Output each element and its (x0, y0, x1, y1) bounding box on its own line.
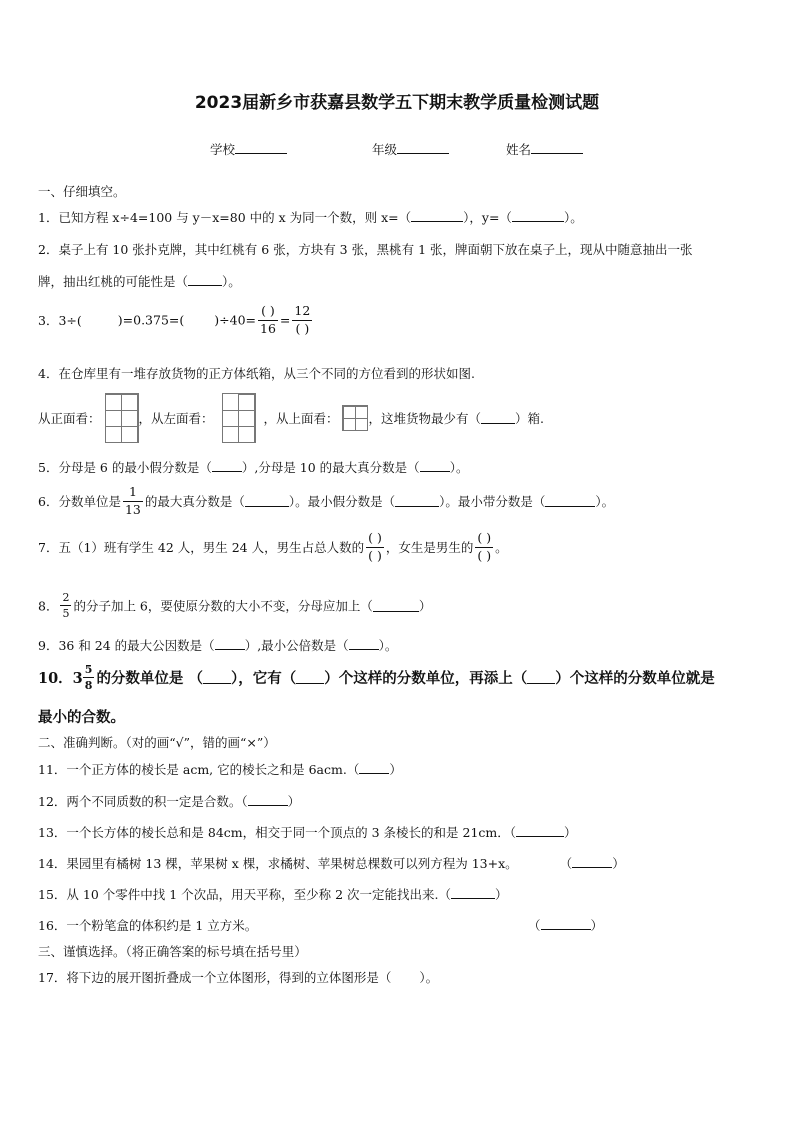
question-14: 14．果园里有橘树 13 棵，苹果树 x 棵，求橘树、苹果树总棵数可以列方程为 13+x。 （ ） (38, 856, 625, 871)
name-blank[interactable] (531, 141, 583, 154)
name-field (506, 140, 583, 158)
answer-blank[interactable] (296, 672, 324, 684)
section-2-heading: 二、准确判断。（对的画“√”，错的画“×”） (38, 735, 276, 750)
fraction-blank[interactable]: $\frac{( )}{( )}$ (477, 530, 492, 563)
question-15: 15．从 10 个零件中找 1 个次品，用天平称，至少称 2 次一定能找出来.（ ） (38, 887, 508, 902)
question-1: 1．已知方程 x÷4=100 与 y－x=80 中的 x 为同一个数，则 x=（ ），y=（ ）。 (38, 210, 583, 225)
fraction: $\frac{( )}{16}$ (260, 303, 276, 336)
answer-blank[interactable] (212, 460, 242, 472)
fraction-blank[interactable]: $\frac{( )}{( )}$ (368, 530, 382, 563)
question-13: 13．一个长方体的棱长总和是 84cm，相交于同一个顶点的 3 条棱长的和是 21cm．（ ） (38, 825, 577, 840)
answer-blank[interactable] (373, 600, 419, 612)
grade-blank[interactable] (397, 141, 449, 154)
answer-blank[interactable] (203, 672, 231, 684)
answer-blank[interactable] (349, 638, 379, 650)
question-8: 8． $\frac{2}{5}$ 的分子加上 6，要使原分数的大小不变，分母应加上（ ） (38, 591, 432, 620)
school-blank[interactable] (235, 141, 287, 154)
answer-blank[interactable] (215, 638, 245, 650)
question-2-line-1: 2．桌子上有 10 张扑克牌，其中红桃有 6 张，方块有 3 张，黑桃有 1 张，牌面朝下放在桌子上，现从中随意抽出一张 (38, 242, 693, 257)
fraction-five-eighths: $\frac{5}{8}$ (84, 663, 93, 692)
section-1-heading: 一、仔细填空。 (38, 184, 126, 199)
page-title: 2023届新乡市获嘉县数学五下期末教学质量检测试题 (194, 93, 600, 113)
answer-blank[interactable] (572, 856, 612, 868)
school-field (210, 140, 287, 158)
top-view-figure (342, 405, 368, 431)
answer-blank[interactable] (359, 762, 389, 774)
grade-label: 年级 (372, 142, 398, 157)
front-view-figure (105, 393, 139, 443)
section-3-heading: 三、谨慎选择。（将正确答案的标号填在括号里） (38, 944, 307, 959)
question-10: 10．3 $\frac{5}{8}$ 的分数单位是 （ ），它有（ ）个这样的分数单位，再添上（ ）个这样的分数单位就是 (38, 663, 715, 692)
question-16: 16．一个粉笔盒的体积约是 1 立方米。 (38, 918, 258, 933)
answer-blank[interactable] (248, 794, 288, 806)
question-6: 6．分数单位是 $\frac{1}{13}$ 的最大真分数是（ ）。最小假分数是（ ）。最小带分数是（ ）。 (38, 484, 615, 517)
fraction-two-fifths: $\frac{2}{5}$ (62, 591, 70, 620)
question-11: 11．一个正方体的棱长是 acm, 它的棱长之和是 6acm.（ ） (38, 762, 402, 777)
question-4-views: 从正面看： ，从左面看： ，从上面看： ，这堆货物最少有（ ）箱. (38, 393, 544, 443)
question-4-line-1: 4．在仓库里有一堆存放货物的正方体纸箱，从三个不同的方位看到的形状如图. (38, 366, 475, 381)
school-label: 学校 (210, 142, 236, 157)
answer-blank[interactable] (545, 495, 595, 507)
question-17: 17．将下边的展开图折叠成一个立体图形，得到的立体图形是（ ）。 (38, 970, 439, 985)
grade-field (372, 140, 449, 158)
fraction-one-thirteenth: $\frac{1}{13}$ (124, 484, 141, 517)
answer-blank[interactable] (516, 825, 564, 837)
question-16-answer: （ ） (528, 918, 604, 933)
question-2-line-2: 牌，抽出红桃的可能性是（ ）。 (38, 274, 241, 289)
answer-blank[interactable] (188, 274, 222, 286)
question-7: 7．五（1）班有学生 42 人，男生 24 人，男生占总人数的 $\frac{( )}{( )}$ ，女生是男生的 $\frac{( )}{( )}$ 。 (38, 530, 508, 563)
name-label: 姓名 (506, 142, 532, 157)
answer-blank[interactable] (420, 460, 450, 472)
question-5: 5．分母是 6 的最小假分数是（ ）,分母是 10 的最大真分数是（ ）。 (38, 460, 469, 475)
answer-blank[interactable] (411, 210, 463, 222)
answer-blank[interactable] (527, 672, 555, 684)
answer-blank[interactable] (395, 495, 439, 507)
answer-blank[interactable] (481, 412, 515, 424)
question-3: 3．3÷( )=0.375=( )÷40= $\frac{( )}{16}$ = $\frac{12}{( )}$ (38, 303, 311, 336)
left-view-figure (222, 393, 256, 443)
question-9: 9．36 和 24 的最大公因数是（ ）,最小公倍数是（ ）。 (38, 638, 398, 653)
fraction: $\frac{12}{( )}$ (294, 303, 311, 336)
answer-blank[interactable] (512, 210, 564, 222)
question-10-line-2: 最小的合数。 (38, 709, 125, 726)
answer-blank[interactable] (451, 887, 495, 899)
answer-blank[interactable] (541, 918, 591, 930)
question-12: 12．两个不同质数的积一定是合数。（ ） (38, 794, 301, 809)
answer-blank[interactable] (245, 495, 289, 507)
